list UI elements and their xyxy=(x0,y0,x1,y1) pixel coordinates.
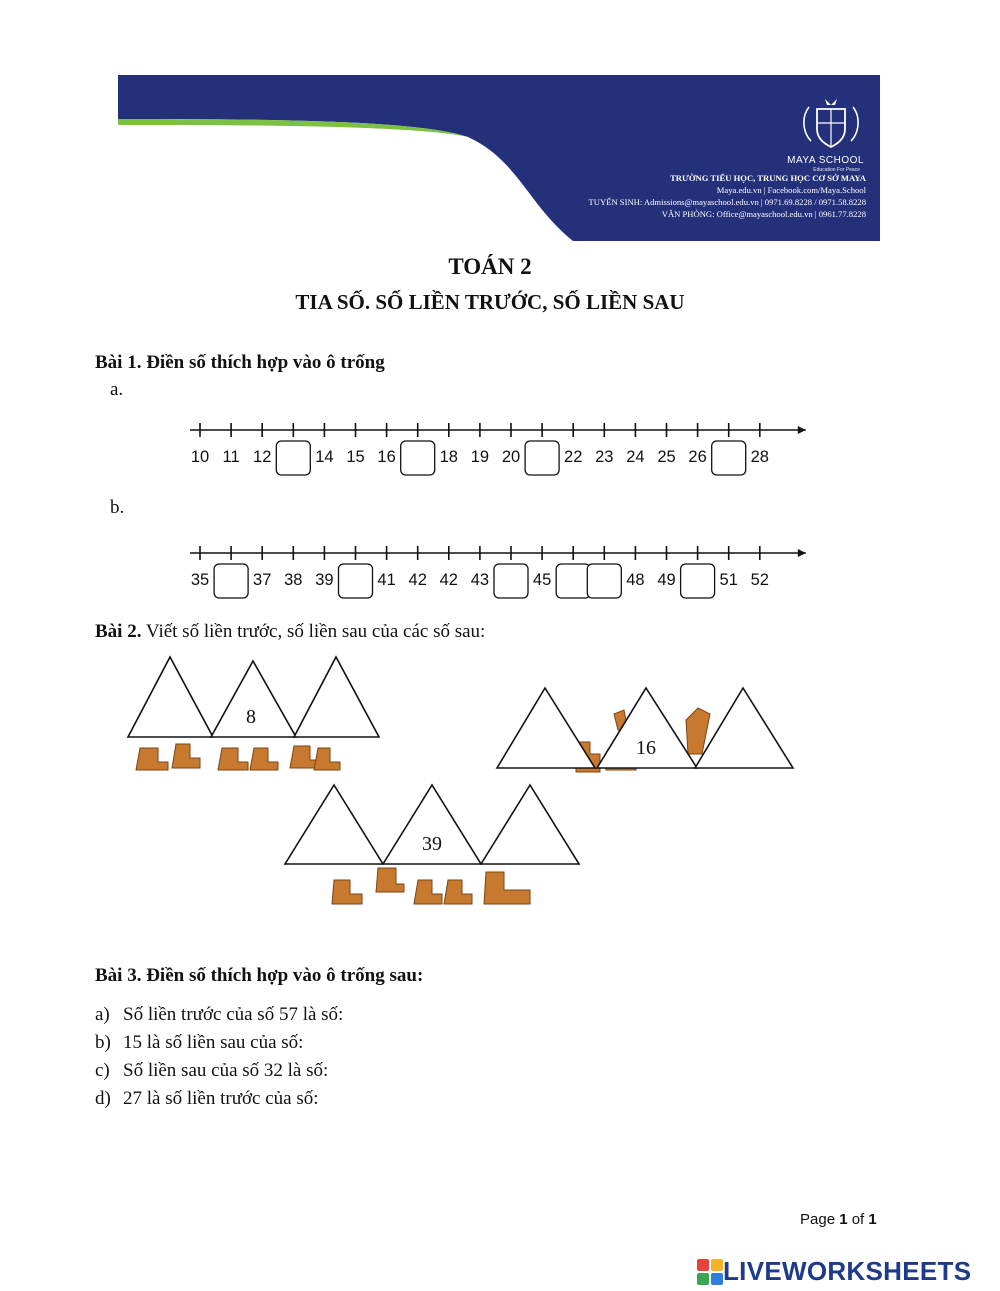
question-c xyxy=(95,1060,328,1082)
tick-label: 42 xyxy=(439,571,458,589)
triangle-after-16[interactable] xyxy=(695,688,793,768)
exercise-3-heading xyxy=(95,965,423,987)
tick-label: 26 xyxy=(688,448,707,466)
triangle-after-8[interactable] xyxy=(294,657,379,737)
question-c-text: Số liền sau của số 32 là số: xyxy=(123,1060,329,1081)
tick-label: 11 xyxy=(222,448,240,466)
triangle-after-39[interactable] xyxy=(481,785,579,864)
page-mid: of xyxy=(847,1211,869,1228)
triangle-before-16[interactable] xyxy=(497,688,595,768)
exercise-3-title: Bài 3. Điền số thích hợp vào ô trống sau: xyxy=(95,965,424,986)
school-name: MAYA SCHOOL xyxy=(787,155,864,166)
liveworksheets-logo xyxy=(697,1256,971,1287)
tick-label: 49 xyxy=(657,571,676,589)
triangle-group-8 xyxy=(128,657,379,770)
boots-icon xyxy=(332,868,530,904)
tick-label: 23 xyxy=(595,448,614,466)
exercise-1-title: Bài 1. Điền số thích hợp vào ô trống xyxy=(95,352,385,373)
page-total: 1 xyxy=(868,1211,877,1228)
tick-label: 43 xyxy=(470,571,490,589)
tick-label: 39 xyxy=(315,571,334,589)
tick-label: 25 xyxy=(657,448,676,466)
center-number-8: 8 xyxy=(246,706,256,728)
boots-icon xyxy=(136,744,340,770)
school-full-name: TRƯỜNG TIỂU HỌC, TRUNG HỌC CƠ SỞ MAYA xyxy=(670,173,866,183)
question-b xyxy=(95,1032,303,1054)
exercise-1-part-b: b. xyxy=(110,497,125,518)
question-a-label: a) xyxy=(95,1004,110,1025)
admissions-contact: TUYỂN SINH: Admissions@mayaschool.edu.vn | 0971.69.8228 / 0971.58.8228 xyxy=(588,197,866,207)
tick-label: 35 xyxy=(190,571,210,589)
tick-label: 16 xyxy=(377,448,396,466)
tick-label: 45 xyxy=(532,571,552,589)
center-number-39: 39 xyxy=(422,833,442,855)
page-number xyxy=(800,1211,877,1228)
tick-label: 14 xyxy=(315,448,334,466)
exercise-2-label: Bài 2. xyxy=(95,621,142,642)
question-d-label: d) xyxy=(95,1088,111,1109)
question-d-text: 27 là số liền trước của số: xyxy=(123,1088,319,1109)
tick-label: 42 xyxy=(408,571,427,589)
liveworksheets-icon xyxy=(697,1259,723,1285)
tick-label: 24 xyxy=(626,448,645,466)
question-a xyxy=(95,1004,343,1026)
triangle-before-39[interactable] xyxy=(285,785,383,864)
tick-label: 19 xyxy=(470,448,490,466)
tick-label: 38 xyxy=(284,571,303,589)
question-d xyxy=(95,1088,319,1110)
liveworksheets-brand: LIVEWORKSHEETS xyxy=(723,1256,972,1286)
page-prefix: Page xyxy=(800,1211,840,1228)
tick-label: 51 xyxy=(719,571,738,589)
tick-label: 18 xyxy=(439,448,458,466)
office-contact: VĂN PHÒNG: Office@mayaschool.edu.vn | 0961.77.8228 xyxy=(661,209,866,219)
tick-label: 48 xyxy=(626,571,645,589)
tick-label: 15 xyxy=(346,448,365,466)
school-website: Maya.edu.vn | Facebook.com/Maya.School xyxy=(716,185,866,195)
question-a-text: Số liền trước của số 57 là số: xyxy=(123,1004,344,1025)
exercise-2-instruction: Viết số liền trước, số liền sau của các số sau: xyxy=(141,621,486,642)
tick-label: 12 xyxy=(253,448,272,466)
page-subtitle: TIA SỐ. SỐ LIỀN TRƯỚC, SỐ LIỀN SAU xyxy=(295,290,685,314)
tick-label: 37 xyxy=(253,571,272,589)
tick-label: 20 xyxy=(501,448,521,466)
question-b-label: b) xyxy=(95,1032,111,1053)
page-current: 1 xyxy=(839,1211,848,1228)
page-title: TOÁN 2 xyxy=(448,254,532,279)
question-b-text: 15 là số liền sau của số: xyxy=(123,1032,304,1053)
triangle-before-8[interactable] xyxy=(128,657,213,737)
tick-label: 41 xyxy=(377,571,396,589)
school-tagline: Education For Peace xyxy=(813,167,860,173)
tick-label: 28 xyxy=(750,448,769,466)
tick-label: 52 xyxy=(750,571,769,589)
tick-label: 10 xyxy=(190,448,210,466)
center-number-16: 16 xyxy=(636,737,656,759)
triangle-group-16 xyxy=(497,688,793,772)
question-c-label: c) xyxy=(95,1060,110,1081)
tick-label: 22 xyxy=(564,448,583,466)
exercise-1-part-a: a. xyxy=(110,379,124,400)
triangle-group-39 xyxy=(285,785,579,904)
